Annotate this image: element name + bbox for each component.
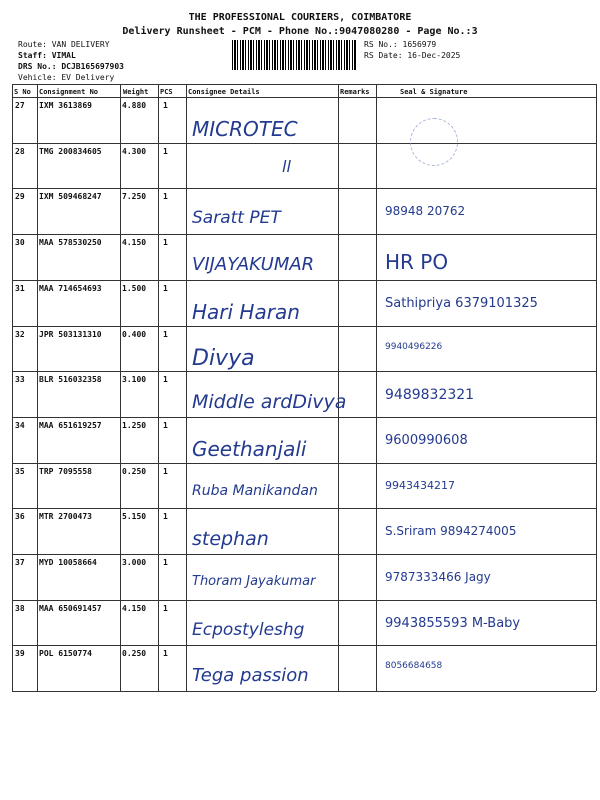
consignee-handwriting: Ecpostyleshg [192, 619, 305, 640]
pcs-value: 1 [163, 649, 168, 659]
table-top-rule [12, 84, 596, 85]
column-divider [596, 84, 597, 691]
row-rule [12, 508, 596, 509]
signature-handwriting: 9940496226 [385, 341, 443, 352]
pcs-value: 1 [163, 329, 168, 339]
pcs-value: 1 [163, 192, 168, 202]
seal-stamp [410, 118, 458, 166]
staff-label: Staff: VIMAL [18, 51, 76, 60]
row-rule [12, 280, 596, 281]
row-rule [12, 554, 596, 555]
column-header: Remarks [340, 88, 370, 96]
column-divider [12, 84, 13, 691]
consignee-handwriting: Thoram Jayakumar [192, 574, 316, 589]
signature-handwriting: 8056684658 [385, 661, 443, 672]
consignment-number: MYD 10058664 [39, 558, 97, 567]
signature-handwriting: 9787333466 Jagy [385, 570, 491, 584]
serial-number: 38 [15, 603, 25, 613]
column-header: Consignment No [39, 88, 99, 96]
weight-value: 0.250 [122, 649, 147, 659]
weight-value: 7.250 [122, 192, 147, 202]
serial-number: 36 [15, 512, 25, 522]
consignment-number: MAA 714654693 [39, 283, 102, 293]
signature-handwriting: 9600990608 [385, 432, 468, 448]
consignment-number: MAA 650691457 [39, 603, 102, 613]
row-rule [12, 691, 596, 692]
row-rule [12, 326, 596, 327]
row-rule [12, 600, 596, 601]
column-divider [376, 84, 377, 691]
pcs-value: 1 [163, 466, 168, 476]
column-divider [338, 84, 339, 691]
signature-handwriting: Sathipriya 6379101325 [385, 295, 538, 311]
signature-handwriting: 9489832321 [385, 387, 475, 404]
consignee-handwriting: Ruba Manikandan [192, 482, 318, 499]
serial-number: 39 [15, 649, 25, 659]
barcode [232, 40, 356, 70]
pcs-value: 1 [163, 283, 168, 293]
pcs-value: 1 [163, 512, 168, 522]
serial-number: 31 [15, 283, 25, 293]
column-divider [158, 84, 159, 691]
weight-value: 4.150 [122, 238, 147, 248]
consignment-number: POL 6150774 [39, 649, 92, 659]
column-header: Consignee Details [188, 88, 260, 96]
consignment-number: TRP 7095558 [39, 466, 92, 476]
consignment-number: JPR 503131310 [39, 329, 102, 339]
row-rule [12, 463, 596, 464]
serial-number: 28 [15, 146, 25, 156]
pcs-value: 1 [163, 420, 168, 430]
row-rule [12, 417, 596, 418]
row-rule [12, 143, 596, 144]
signature-handwriting: 9943855593 M-Baby [385, 615, 521, 631]
consignee-handwriting: Divya [192, 345, 255, 371]
route-label: Route: VAN DELIVERY [18, 40, 110, 49]
column-header: Seal & Signature [400, 88, 468, 96]
column-divider [186, 84, 187, 691]
consignee-handwriting: Tega passion [192, 665, 309, 687]
weight-value: 4.880 [122, 101, 147, 110]
weight-value: 1.250 [122, 420, 147, 430]
pcs-value: 1 [163, 375, 168, 385]
rs-number: RS No.: 1656979 [364, 40, 437, 49]
vehicle-label: Vehicle: EV Delivery [18, 73, 115, 82]
table-header-rule [12, 97, 596, 98]
consignee-handwriting: MICROTEC [192, 117, 298, 141]
pcs-value: 1 [163, 603, 168, 613]
row-rule [12, 234, 596, 235]
column-divider [120, 84, 121, 691]
column-header: S No [14, 88, 31, 96]
serial-number: 34 [15, 420, 25, 430]
consignment-number: TMG 200834605 [39, 146, 102, 156]
handwritten-mark: ll [282, 156, 291, 176]
company-title: THE PROFESSIONAL COURIERS, COIMBATORE [188, 12, 412, 23]
pcs-value: 1 [163, 238, 168, 248]
signature-handwriting: 9943434217 [385, 478, 455, 492]
serial-number: 30 [15, 238, 25, 248]
consignment-number: MAA 578530250 [39, 238, 102, 248]
weight-value: 5.150 [122, 512, 147, 522]
weight-value: 0.400 [122, 329, 147, 339]
signature-handwriting: S.Sriram 9894274005 [385, 524, 517, 539]
consignee-handwriting: VIJAYAKUMAR [192, 254, 315, 276]
consignee-handwriting: Geethanjali [192, 436, 307, 461]
serial-number: 37 [15, 558, 25, 567]
weight-value: 0.250 [122, 466, 147, 476]
weight-value: 4.150 [122, 603, 147, 613]
consignment-number: BLR 516032358 [39, 375, 102, 385]
serial-number: 29 [15, 192, 25, 202]
serial-number: 33 [15, 375, 25, 385]
consignee-handwriting: Hari Haran [192, 299, 300, 324]
consignment-number: IXM 509468247 [39, 192, 102, 202]
rs-date: RS Date: 16-Dec-2025 [364, 51, 461, 60]
runsheet-subtitle: Delivery Runsheet - PCM - Phone No.:9047080280 - Page No.:3 [122, 26, 478, 37]
weight-value: 4.300 [122, 146, 147, 156]
consignee-handwriting: Middle ardDivya [192, 391, 347, 414]
weight-value: 3.100 [122, 375, 147, 385]
row-rule [12, 645, 596, 646]
signature-handwriting: 98948 20762 [385, 204, 466, 219]
serial-number: 32 [15, 329, 25, 339]
consignment-number: IXM 3613869 [39, 101, 92, 110]
drs-label: DRS No.: DCJB165697903 [18, 62, 124, 71]
pcs-value: 1 [163, 146, 168, 156]
consignment-number: MTR 2700473 [39, 512, 92, 522]
column-divider [37, 84, 38, 691]
serial-number: 35 [15, 466, 25, 476]
pcs-value: 1 [163, 101, 168, 110]
signature-handwriting: HR PO [385, 250, 449, 275]
weight-value: 1.500 [122, 283, 147, 293]
serial-number: 27 [15, 101, 25, 110]
consignment-number: MAA 651619257 [39, 420, 102, 430]
weight-value: 3.000 [122, 558, 147, 567]
pcs-value: 1 [163, 558, 168, 567]
consignee-handwriting: stephan [192, 528, 269, 551]
column-header: Weight [123, 88, 149, 96]
consignee-handwriting: Saratt PET [192, 208, 281, 229]
column-header: PCS [160, 88, 173, 96]
row-rule [12, 371, 596, 372]
row-rule [12, 188, 596, 189]
